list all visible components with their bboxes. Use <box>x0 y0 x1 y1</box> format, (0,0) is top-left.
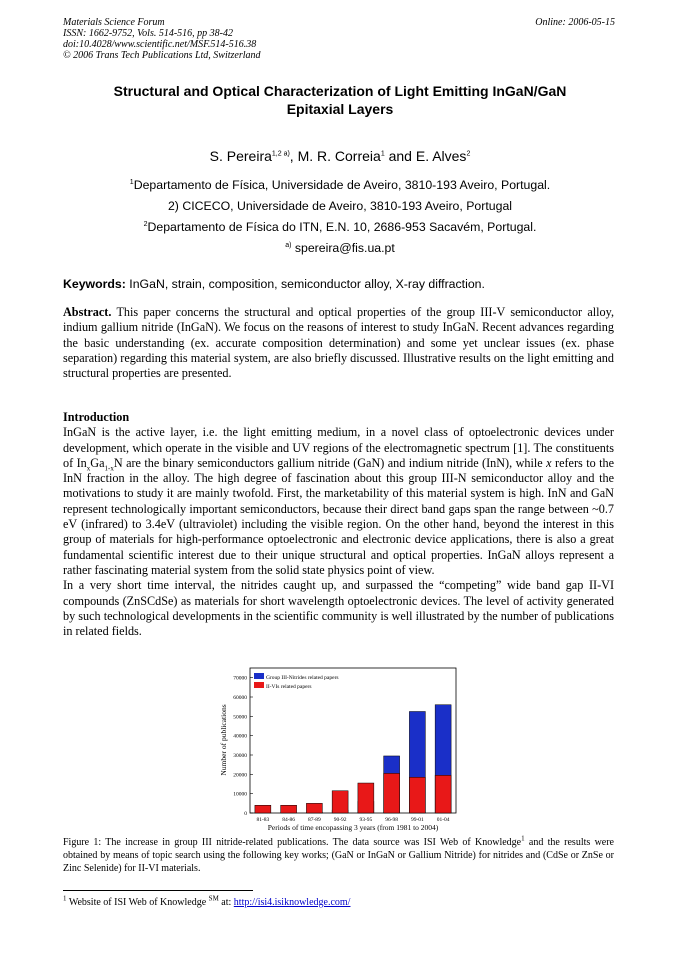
y-tick-label: 70000 <box>233 675 247 682</box>
affiliation-1-text: Departamento de Física, Universidade de Aveiro, 3810-193 Aveiro, Portugal. <box>133 178 551 192</box>
affiliation-3 <box>60 217 620 238</box>
abstract-text: This paper concerns the structural and optical properties of the group III-V semiconductor alloy, indium gallium nitride (InGaN). We focus on the reasons of interest to study InGaN. Recent advances regarding the basic understanding (ex. accurate composition determination) and some yet unclear issues (ex. phase separation) regarding this material system, are also briefly discussed. Illustrative results on the light emitting and structural properties are presented. <box>63 305 614 381</box>
caption-part-b: and the results were obtained by means of topic search using the following key works; (GaN or InGaN or Gallium Nitride) for nitrides and (CdSe or ZnSe or Zinc Selenide) for II-VI materials. <box>63 837 614 874</box>
bar-iivi <box>358 783 374 813</box>
journal-name: Materials Science Forum <box>63 17 165 28</box>
bar-iivi <box>384 773 400 813</box>
x-tick-label: 96-98 <box>385 817 399 823</box>
y-tick-label: 0 <box>244 811 247 817</box>
affiliation-3-mark: 2 <box>143 220 148 228</box>
footnote <box>63 896 350 909</box>
affiliation-1 <box>60 175 620 196</box>
title-line-2: Epitaxial Layers <box>286 101 394 117</box>
intro-p1-part-c: N are the binary semiconductors gallium nitride (GaN) and indium nitride (InN), while <box>113 455 547 470</box>
doi-line: doi:10.4028/www.scientific.net/MSF.514-516.38 <box>63 39 257 50</box>
copyright-line: © 2006 Trans Tech Publications Ltd, Switzerland <box>63 50 261 61</box>
x-tick-label: 99-01 <box>410 817 424 823</box>
title-line-1: Structural and Optical Characterization of Light Emitting InGaN/GaN <box>113 83 567 99</box>
bar-iivi <box>306 803 322 813</box>
bar-iivi <box>255 805 271 813</box>
legend-swatch-nitrides <box>254 673 264 679</box>
intro-paragraph-2: In a very short time interval, the nitrides caught up, and surpassed the “competing” wide band gap II-VI compounds (ZnSCdSe) as materials for short wavelength optoelectronic devices. The level of activity generated by such technological developments in the scientific community is well illustrated by the number of publications in related fields. <box>63 578 614 639</box>
x-axis-label: Periods of time encopassing 3 years (from 1981 to 2004) <box>267 823 439 832</box>
author-list <box>60 148 620 164</box>
y-tick-label: 40000 <box>233 733 247 740</box>
journal-header <box>63 17 261 61</box>
author-3: and E. Alves <box>384 148 467 164</box>
footnote-rule <box>63 890 253 891</box>
bar-group <box>255 705 451 813</box>
chart-legend <box>254 673 339 690</box>
author-1: S. Pereira <box>209 148 272 164</box>
x-tick-label: 84-86 <box>282 817 296 823</box>
email-address: spereira@fis.ua.pt <box>291 241 395 255</box>
sub-1-x: 1-x <box>104 464 114 473</box>
email-line <box>60 238 620 259</box>
paper-title <box>60 82 620 118</box>
publications-chart <box>210 660 460 835</box>
author-3-affil: 2 <box>466 150 471 158</box>
y-axis-label: Number of publications <box>219 704 228 776</box>
author-1-affil: 1,2 a) <box>271 150 290 158</box>
bar-iivi <box>332 791 348 813</box>
figure-caption <box>63 836 614 875</box>
x-tick-label: 93-95 <box>359 817 373 823</box>
x-tick-label: 87-89 <box>307 817 321 823</box>
affiliations <box>60 175 620 259</box>
affiliation-1-mark: 1 <box>129 178 134 186</box>
y-tick-label: 60000 <box>233 695 247 701</box>
legend-label-nitrides: Group III-Nitrides related papers <box>266 675 339 681</box>
bar-iivi <box>435 775 451 813</box>
bar-iivi <box>281 805 297 813</box>
author-2: , M. R. Correia <box>289 148 381 164</box>
x-tick-label: 81-83 <box>256 817 270 823</box>
intro-p1-part-b: Ga <box>90 455 105 470</box>
y-tick-label: 20000 <box>233 772 247 779</box>
y-tick-label: 10000 <box>233 791 247 798</box>
author-2-affil: 1 <box>380 150 385 158</box>
x-tick-label: 01-04 <box>436 817 450 823</box>
italic-x: x <box>546 455 552 470</box>
abstract-label: Abstract. <box>63 305 112 319</box>
abstract <box>63 305 614 381</box>
keywords-text: InGaN, strain, composition, semiconductor alloy, X-ray diffraction. <box>125 277 485 291</box>
intro-p1-part-a: InGaN is the active layer, i.e. the light emitting medium, in a novel class of optoelectronic devices under development, which operate in the visible and UV regions of the electromagnetic spectrum [1]. The constituents of In <box>63 425 614 470</box>
caption-footnote-mark: 1 <box>521 834 525 843</box>
footnote-text: Website of ISI Web of Knowledge <box>66 897 209 908</box>
sub-x: x <box>86 464 91 473</box>
intro-p1-part-d: refers to the InN fraction in the alloy. The high degree of fascination about this group III-N semiconductor alloy and the motivations to study it are mainly twofold. First, the marketability of this material system is high. InN and GaN represent technologically important semiconductors, because their direct band gaps span the range between ~0.7 eV (infrared) to 3.4eV (ultraviolet) including the visible region. On the other hand, beyond the interest in this group of materials for high-performance optoelectronic and electronic device applications, there is also a great fundamental scientific interest due to their unique structural and optical properties. InGaN alloys represent a rather fascinating material system from the solid state physics point of view. <box>63 455 615 577</box>
issn-line: ISSN: 1662-9752, Vols. 514-516, pp 38-42 <box>63 28 233 39</box>
intro-paragraph-1 <box>63 425 614 578</box>
affiliation-2: 2) CICECO, Universidade de Aveiro, 3810-193 Aveiro, Portugal <box>167 199 513 213</box>
legend-label-iivi: II-VIs related papers <box>266 684 312 690</box>
service-mark: SM <box>208 894 219 903</box>
y-tick-label: 50000 <box>233 714 247 721</box>
footnote-at: at: <box>218 897 234 908</box>
legend-swatch-iivi <box>254 682 264 688</box>
keywords-label: Keywords: <box>63 277 126 291</box>
online-date: Online: 2006-05-15 <box>535 17 615 28</box>
email-mark: a) <box>285 241 292 249</box>
introduction-section <box>63 410 614 639</box>
intro-heading: Introduction <box>63 410 130 424</box>
y-tick-label: 30000 <box>233 753 247 759</box>
footnote-number: 1 <box>63 894 67 903</box>
isi-link[interactable]: http://isi4.isiknowledge.com/ <box>233 897 351 908</box>
affiliation-3-text: Departamento de Física do ITN, E.N. 10, 2686-953 Sacavém, Portugal. <box>147 220 537 234</box>
keywords <box>63 277 485 291</box>
bar-iivi <box>409 777 425 813</box>
caption-part-a: Figure 1: The increase in group III nitride-related publications. The data source was ISI Web of Knowledge <box>63 837 522 848</box>
x-tick-label: 90-92 <box>333 817 347 823</box>
